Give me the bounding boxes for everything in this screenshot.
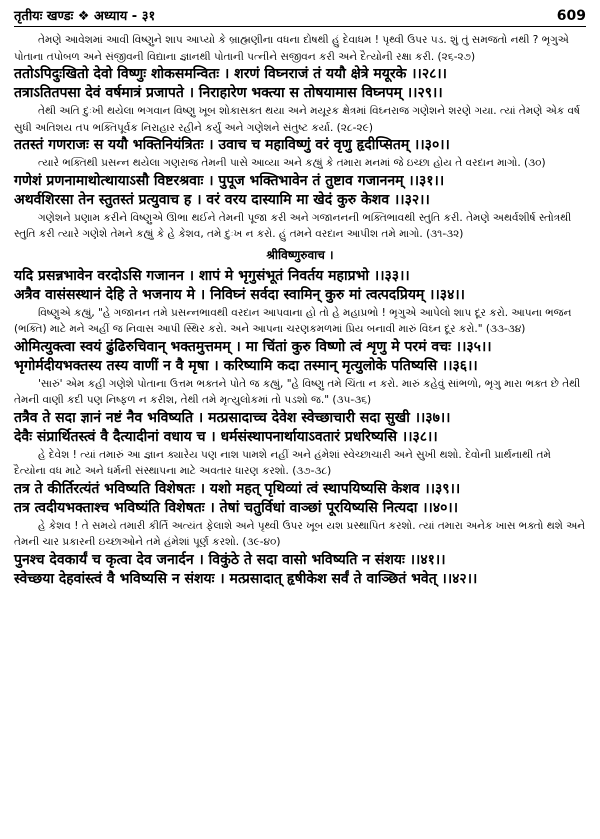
sanskrit-verse-block (14, 551, 586, 589)
sanskrit-verse-block (14, 338, 586, 376)
sanskrit-verse-line: अत्रैव वासंसस्थानं देहि ते भजनाय मे । निविघ्नं सर्वदा स्वामिन् कुरु मां त्वत्पदप्रियम् ।।३४।। (14, 286, 465, 303)
sanskrit-verse-line: तत्र त्वदीयभक्ताश्च भविष्यंति विशेषतः । तेषां चतुर्विधां वाञ्छां पूरयिष्यसि नित्यदा ।।४०।। (14, 499, 459, 516)
sanskrit-verse-block (14, 267, 586, 305)
sanskrit-verse-line: यदि प्रसन्नभावेन वरदोऽसि गजानन । शापं मे भृगुसंभूतं निवर्तय महाप्रभो ।।३३।। (14, 267, 410, 284)
sanskrit-verse-line: गणेशं प्रणनामाथोत्थायाऽसौ विष्टरश्रवाः । पुपूज भक्तिभावेन तं तुष्टाव गजाननम् ।।३१।। (14, 172, 445, 189)
sanskrit-verse-line: अथर्वशिरसा तेन स्तुतस्तं प्रत्युवाच ह । वरं वरय दास्यामि मा खेदं कुरु केशव ।।३२।। (14, 191, 430, 208)
sanskrit-verse-line: पुनश्च देवकार्यं च कृत्वा देव जनार्दन । विकुंठे ते सदा वासो भविष्यति न संशयः ।।४१।। (14, 551, 446, 568)
sanskrit-verse-line: ततस्तं गणराजः स ययौ भक्तिनियंत्रितः । उवाच च महाविष्णुं वरं वृणु हृदीप्सितम् ।।३०।। (14, 137, 450, 153)
sanskrit-verse-line: ततोऽपिदुःखितो देवो विष्णुः शोकसमन्वितः । शरणं विघ्नराजं तं ययौ क्षेत्रे मयूरके ।।२८।। (14, 66, 447, 82)
page-header (14, 0, 586, 24)
sanskrit-verse-line: तत्र ते कीर्तिरत्यंतं भविष्यति विशेषतः । यशो महत् पृथिव्यां त्वं स्थापयिष्यसि केशव ।।३९।। (14, 480, 461, 497)
sanskrit-verse-line: भृगोर्मदीयभक्तस्य तस्य वाणीं न वै मृषा । करिष्यामि कदा तस्मान् मृत्युलोके पतिष्यसि ।।३६।। (14, 357, 478, 374)
gujarati-translation: 'સારું' એમ કહી ગણેશે પોતાના ઉત્તમ ભક્તને પોતે જ કહ્યું, "હે વિષ્ણુ તમે ચિંતા ન કરો. મારું કહેવું સાંભળો, ભૃગુ મારા ભક્ત છે તેથી તેમની વાણી કદી પણ નિષ્ફળ ન કરીશ, તેથી તમે મૃત્યુલોકમાં તો પડશો જ." (૩૫-૩૬) (14, 377, 581, 406)
header-rule (14, 26, 586, 27)
sanskrit-verse-block (14, 480, 586, 518)
running-title: तृतीयः खण्डः ❖ अध्याय - ३१ (14, 9, 156, 24)
sanskrit-verse-line: देवैः संप्रार्थितस्त्वं वै दैत्यादीनां वधाय च । धर्मसंस्थापनार्थायाऽवतारं प्रधरिष्यसि ।।३८।। (14, 428, 438, 445)
section-heading: श्रीविष्णुरुवाच । (266, 247, 334, 262)
sanskrit-verse-line: तत्राऽतितपसा देवं वर्षमात्रं प्रजापते । निराहारेण भक्त्या स तोषयामास विघ्नपम् ।।२९।। (14, 85, 443, 101)
gujarati-translation: તેથી અતિ દુઃખી થયેલા ભગવાન વિષ્ણુ ખૂબ શોકાસક્ત થયા અને મયૂરક ક્ષેત્રમાં વિઘ્નરાજ ગણેશને શરણે ગયા. ત્યાં તેમણે એક વર્ષ સુધી અતિશય તપ ભક્તિપૂર્વક નિરાહાર રહીને કર્યું અને ગણેશને સંતુષ્ટ કર્યા. (૨૮-૨૯) (14, 105, 580, 134)
sanskrit-verse-block (14, 409, 586, 447)
sanskrit-verse-line: तत्रैव ते सदा ज्ञानं नष्टं नैव भविष्यति । मत्प्रसादाच्च देवेश स्वेच्छाचारी सदा सुखी ।।३७।। (14, 409, 451, 426)
gujarati-translation: ત્યારે ભક્તિથી પ્રસન્ન થયેલા ગણરાજ તેમની પાસે આવ્યા અને કહ્યું કે તમારા મનમાં જે ઇચ્છા હોય તે વરદાન માગો. (૩૦) (38, 157, 546, 169)
gujarati-translation: હે કેશવ ! તે સમયે તમારી કીર્તિ અત્યંત ફેલાશે અને પૃથ્વી ઉપર ખૂબ યશ પ્રસ્થાપિત કરશો. ત્યાં તમારા અનેક ખાસ ભક્તો થશે અને તેમની ચાર પ્રકારની ઇચ્છાઓને તમે હંમેશાં પૂર્ણ કરશો. (૩૯-૪૦) (14, 519, 586, 548)
gujarati-translation: તેમણે આવેશમાં આવી વિષ્ણુને શાપ આપ્યો કે બ્રાહ્મણીના વધના દોષથી હું દેવાધમ ! પૃથ્વી ઉપર ૫ડ. શું તું સમજતો નથી ? ભૃગુએ પોતાના તપોબળ અને સંજીવની વિદ્યાના જ્ઞાનથી પોતાની પત્નીને સજીવન કરી અને દૈત્યોની રક્ષા કરી. (૨૬-૨૭) (14, 34, 569, 63)
sanskrit-verse-line: ओमित्युक्त्वा स्वयं ढुंढिरुचिवान् भक्तमुत्तमम् । मा चिंतां कुरु विष्णो त्वं शृणु मे परमं वचः ।।३५।। (14, 338, 492, 355)
gujarati-translation: હે દેવેશ ! ત્યાં તમારું આ જ્ઞાન ક્યારેય પણ નાશ પામશે નહીં અને હંમેશાં સ્વેચ્છાચારી અને સુખી થશો. દેવોની પ્રાર્થનાથી તમે દૈત્યોના વધ માટે અને ધર્મની સંસ્થાપના માટે અવતાર ધારણ કરશો. (૩૭-૩૮) (14, 448, 551, 477)
page-body (14, 32, 586, 589)
page-number: 609 (556, 8, 586, 24)
sanskrit-verse-block (14, 172, 586, 210)
sanskrit-verse-block (14, 136, 586, 155)
sanskrit-verse-block (14, 65, 586, 103)
gujarati-translation: ગણેશને પ્રણામ કરીને વિષ્ણુએ ઊભા થઈને તેમની પૂજા કરી અને ગજાનનની ભક્તિભાવથી સ્તુતિ કરી. તેમણે અથર્વશીર્ષ સ્તોત્રથી સ્તુતિ કરી ત્યારે ગણેશે તેમને કહ્યું કે હે કેશવ, તમે દુઃખ ન કરો. હું તમને વરદાન આપીશ તમે માગો. (૩૧-૩૨) (14, 211, 572, 240)
gujarati-translation: વિષ્ણુએ કહ્યું, "હે ગજાનન તમે પ્રસન્નભાવથી વરદાન આપવાના હો તો હે મહાપ્રભો ! ભૃગુએ આપેલો શાપ દૂર કરો. આપના ભજન (ભક્તિ) માટે મને અહીં જ નિવાસ આપી સ્થિર કરો. અને આપના ચરણકમળમાં પ્રિય બનાવી મારું વિઘ્ન દૂર કરો." (૩૩-૩૪) (14, 306, 572, 335)
sanskrit-verse-line: स्वेच्छया देहवांस्त्वं वै भविष्यसि न संशयः । मत्प्रसादात् हृषीकेश सर्वं ते वाञ्छितं भवेत् ।।४२।। (14, 570, 478, 587)
